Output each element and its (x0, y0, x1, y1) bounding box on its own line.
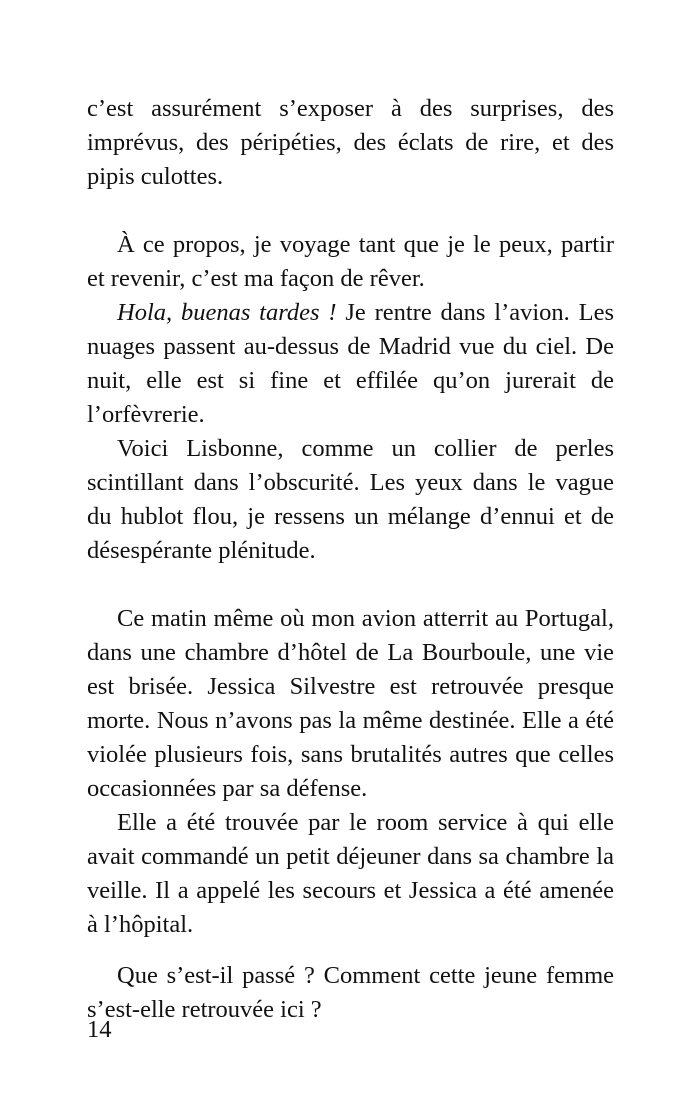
paragraph-2-text: À ce propos, je voyage tant que je le peux, partir et revenir, c’est ma façon de rêver. (87, 231, 614, 292)
paragraph-4-text: Voici Lisbonne, comme un collier de perles scintillant dans l’obscurité. Les yeux dans le vague du hublot flou, je ressens un mélange d’ennui et de désespérante plénitude. (87, 435, 614, 564)
paragraph-1-text: c’est assurément s’exposer à des surprises, des imprévus, des péripéties, des éclats de rire, et des pipis culottes. (87, 95, 614, 190)
paragraph-3-text: Je rentre dans l’avion. Les nuages passent au-dessus de Madrid vue du ciel. De nuit, elle est si fine et effilée qu’on jurerait de l’orfèvrerie. (87, 299, 614, 428)
paragraph-3-italic-lead: Hola, buenas tardes ! (117, 299, 337, 326)
paragraph-6-text: Elle a été trouvée par le room service à qui elle avait commandé un petit déjeuner dans sa chambre la veille. Il a appelé les secours et Jessica a été amenée à l’hôpital. (87, 809, 614, 938)
page-number: 14 (87, 1016, 112, 1043)
paragraph-7-text: Que s’est-il passé ? Comment cette jeune femme s’est-elle retrouvée ici ? (87, 962, 614, 1023)
paragraph-5-text: Ce matin même où mon avion atterrit au Portugal, dans une chambre d’hôtel de La Bourboule, une vie est brisée. Jessica Silvestre est retrouvée presque morte. Nous n’avons pas la même destinée. Elle a été violée plusieurs fois, sans brutalités autres que celles occasionnées par sa défense. (87, 605, 614, 802)
paragraph-2 (87, 228, 614, 296)
paragraph-6 (87, 806, 614, 942)
body-text (87, 92, 614, 1027)
paragraph-5 (87, 602, 614, 806)
paragraph-7 (87, 959, 614, 1027)
paragraph-1 (87, 92, 614, 194)
paragraph-3 (87, 296, 614, 432)
paragraph-4 (87, 432, 614, 568)
